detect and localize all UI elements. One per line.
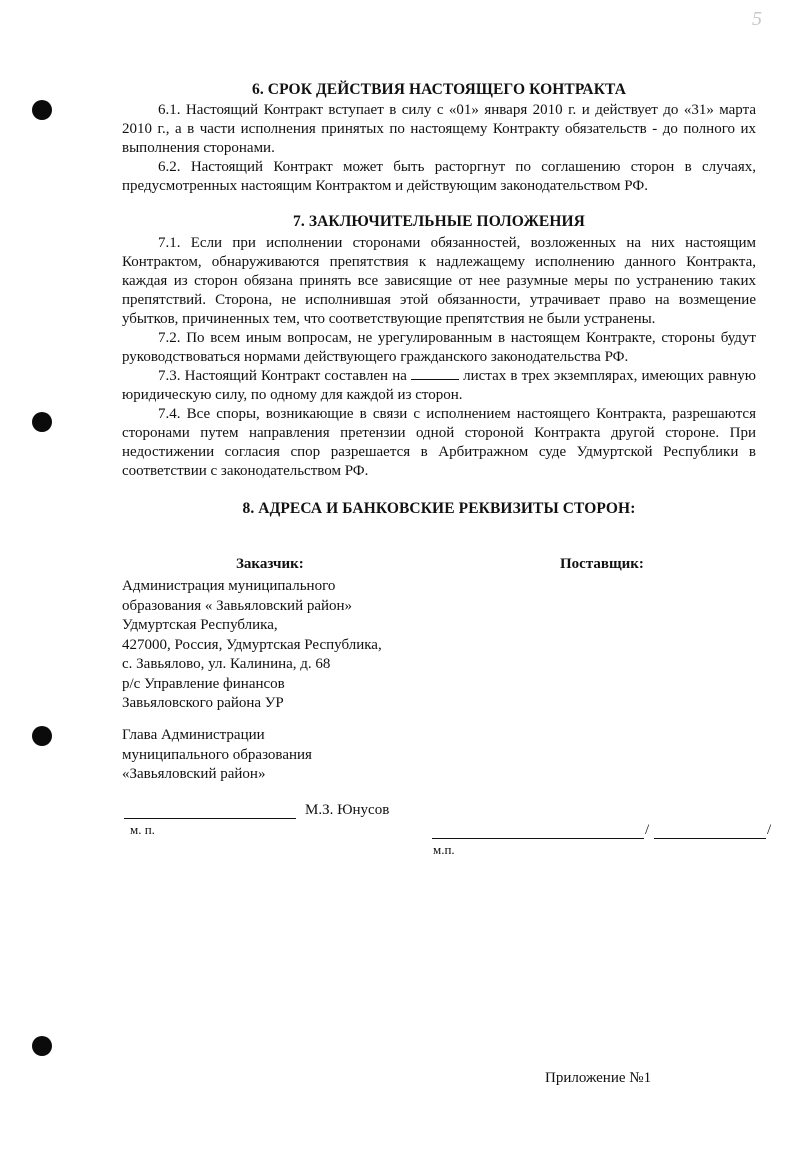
paragraph-7-3-end: листах в трех экземплярах, имеющих равную юридическую силу, по одному для каждой из сторон. [122,368,757,403]
punch-hole-4 [32,1036,52,1056]
supplier-signature-line [432,838,644,839]
customer-head-line: «Завьяловский район» [122,766,266,782]
section-8 [122,499,756,519]
customer-head-title [122,726,312,785]
customer-address-line: с. Завьялово, ул. Калинина, д. 68 [122,656,331,672]
section-7 [122,212,756,481]
punch-hole-1 [32,100,52,120]
customer-label: Заказчик: [236,556,304,572]
customer-head-line: муниципального образования [122,746,312,763]
section-7-title: 7. ЗАКЛЮЧИТЕЛЬНЫЕ ПОЛОЖЕНИЯ [293,213,585,230]
paragraph-7-3 [122,367,756,405]
supplier-signature-slash-2: / [767,822,772,838]
paragraph-7-3-start: 7.3. Настоящий Контракт составлен на [158,368,407,384]
paragraph-7-1: 7.1. Если при исполнении сторонами обязанностей, возложенных на них настоящим Контрактом, обнаруживаются препятствия к надлежащему исполнению данного Контракта, каждая из сторон обязана принять все зависящие от нее разумные меры по устранению таких препятствий. Сторона, не исполнившая этой обязанности, утрачивает право на возмещение убытков, причиненных тем, что соответствующие препятствия не были устранены. [122,235,756,327]
customer-address-line: 427000, Россия, Удмуртская Республика, [122,636,382,653]
punch-hole-2 [32,412,52,432]
paragraph-7-4: 7.4. Все споры, возникающие в связи с исполнением настоящего Контракта, разрешаются сторонами путем направления претензии одной стороной Контракта другой стороне. При недостижении согласия спор разрешается в Арбитражном суде Удмуртской Республики в соответствии с законодательством РФ. [122,406,756,479]
customer-address-line: Завьяловского района УР [122,695,284,711]
customer-signatory: М.З. Юнусов [305,802,390,818]
supplier-stamp-place: м.п. [433,842,455,857]
customer-stamp-place: м. п. [130,822,155,837]
customer-address-line: Удмуртская Республика, [122,617,278,633]
customer-address-line: образования « Завьяловский район» [122,597,353,614]
customer-signature-line [124,818,296,819]
paragraph-6-2: 6.2. Настоящий Контракт может быть расторгнут по соглашению сторон в случаях, предусмотренных настоящим Контрактом и действующим законодательством РФ. [122,159,756,194]
customer-address-line: Администрация муниципального [122,578,336,594]
customer-head-line: Глава Администрации [122,727,265,743]
appendix-label: Приложение №1 [545,1070,652,1086]
section-6 [122,80,756,196]
section-8-title: 8. АДРЕСА И БАНКОВСКИЕ РЕКВИЗИТЫ СТОРОН: [242,500,636,517]
paragraph-7-2: 7.2. По всем иным вопросам, не урегулированным в настоящем Контракте, стороны будут руководствоваться нормами действующего гражданского законодательства РФ. [122,330,756,365]
section-6-title: 6. СРОК ДЕЙСТВИЯ НАСТОЯЩЕГО КОНТРАКТА [251,81,627,98]
pencil-page-number: 5 [752,8,762,30]
punch-hole-3 [32,726,52,746]
supplier-signature-slash-1: / [645,822,650,838]
supplier-name-line [654,838,766,839]
customer-address-line: р/с Управление финансов [122,675,285,692]
paragraph-6-1: 6.1. Настоящий Контракт вступает в силу с «01» января 2010 г. и действует до «31» марта 2010 г., а в части исполнения принятых по настоящему Контракту обязательств - до полного их выполнения сторонами. [122,102,756,156]
sheet-count-blank [411,367,459,380]
supplier-label: Поставщик: [560,556,644,572]
document-body [122,80,756,519]
customer-address [122,577,382,714]
